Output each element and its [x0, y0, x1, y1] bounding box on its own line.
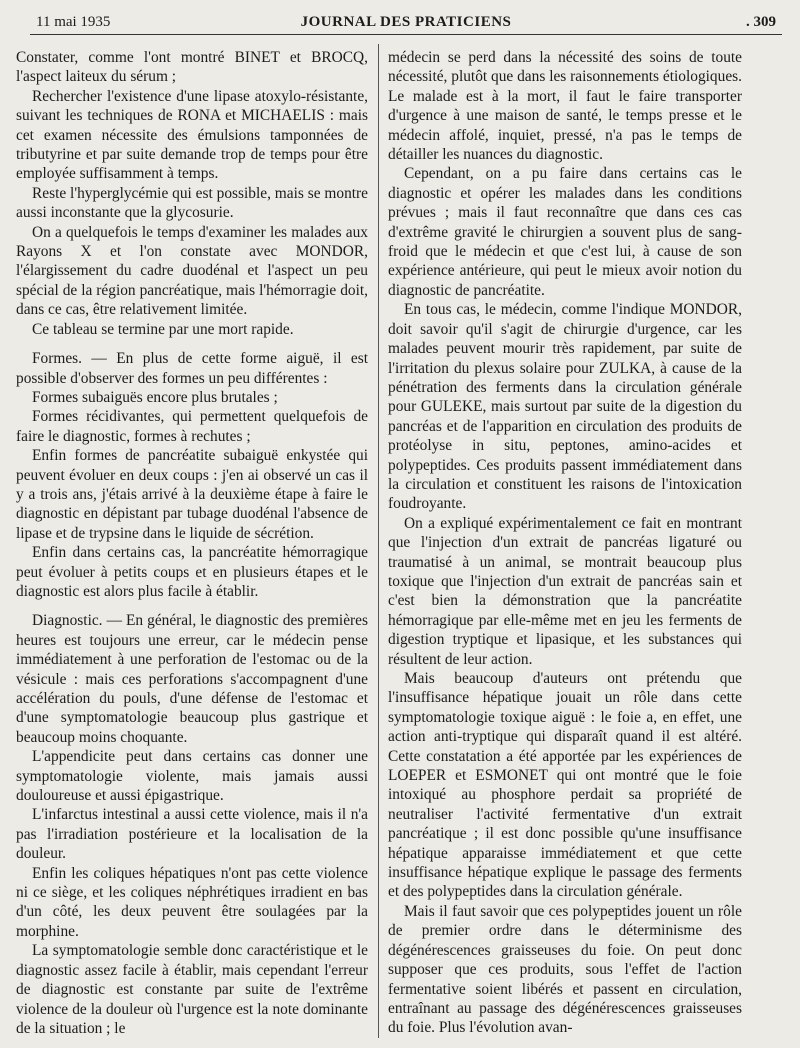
page-header	[30, 10, 782, 35]
journal-title: JOURNAL DES PRATICIENS	[300, 14, 512, 30]
paragraph: L'infarctus intestinal a aussi cette violence, mais il n'a pas l'irradiation postérieure et la localisation de la douleur.	[16, 806, 368, 863]
paragraph: Formes récidivantes, qui permettent quelquefois de faire le diagnostic, formes à rechutes ;	[16, 408, 368, 445]
column-divider	[378, 44, 379, 1038]
paragraph: Enfin dans certains cas, la pancréatite hémorragique peut évoluer à petits coups et en plusieurs étapes et le diagnostic est alors plus facile à établir.	[16, 544, 368, 600]
paragraph: Cependant, on a pu faire dans certains cas le diagnostic et opérer les malades dans les conditions prévues ; mais il faut reconnaître que dans ces cas d'extrême gravité le chirurgien a souvent plus de sang-froid que le médecin et que c'est lui, à cause de son expérience antérieure, qui peut le mieux avoir notion du diagnostic de pancréatite.	[388, 165, 742, 299]
paragraph: Enfin formes de pancréatite subaiguë enkystée qui peuvent évoluer en deux coups : j'en ai observé un cas il y a trois ans, j'étais arrivé à la deuxième étape à faire le diagnostic en dépistant par tubage duodénal l'absence de lipase et de trypsine dans le liquide de sécrétion.	[16, 447, 368, 542]
paragraph: Constater, comme l'ont montré BINET et BROCQ, l'aspect laiteux du sérum ;	[16, 49, 368, 86]
paragraph: Formes. — En plus de cette forme aiguë, il est possible d'observer des formes un peu différentes :	[16, 350, 368, 387]
paragraph: En tous cas, le médecin, comme l'indique MONDOR, doit savoir qu'il s'agit de chirurgie d'urgence, car les malades peuvent mourir très rapidement, par suite de l'irritation du plexus solaire pour ZULKA, à cause de la pénétration des ferments dans la circulation générale pour GULEKE, mais surtout par suite de la digestion du pancréas et de l'apparition en circulation des produits de protéolyse in situ, peptones, amino-acides et polypeptides. Ces produits passent immédiatement dans la circulation et constituent les raisons de l'intoxication foudroyante.	[388, 301, 742, 513]
paragraph: Mais beaucoup d'auteurs ont prétendu que l'insuffisance hépatique jouait un rôle dans cette symptomatologie toxique aiguë : le foie a, en effet, une action anti-tryptique qui disparaît quand il est altéré. Cette constatation a été apportée par les expériences de LOEPER et ESMONET qui ont montré que le foie intoxiqué au phosphore perdait sa propriété de neutraliser l'activité fermentative d'un extrait pancréatique ; il est donc possible qu'une insuffisance hépatique apparaisse immédiatement et que cette insuffisance hépatique explique le passage des ferments et des polypeptides dans la circulation générale.	[388, 670, 742, 901]
paragraph: On a quelquefois le temps d'examiner les malades aux Rayons X et l'on constate avec MONDOR, l'élargissement du cadre duodénal et l'aspect un peu spécial de la région pancréatique, mais l'hémorragie doit, dans ce cas, être relativement limitée.	[16, 223, 368, 319]
paragraph: Ce tableau se termine par une mort rapide.	[32, 320, 294, 338]
paragraph: Enfin les coliques hépatiques n'ont pas cette violence ni ce siège, et les coliques néphrétiques irradient en bas d'un côté, les deux peuvent être soulagées par la morphine.	[16, 864, 368, 940]
paragraph: Rechercher l'existence d'une lipase atoxylo-résistante, suivant les techniques de RONA et MICHAELIS : mais cet examen nécessite des émulsions tamponnées de tributyrine et par suite demande trop de temps pour être employée suffisamment à temps.	[16, 87, 368, 183]
paragraph: On a expliqué expérimentalement ce fait en montrant que l'injection d'un extrait de pancréas ligaturé ou traumatisé à un animal, se montrait beaucoup plus toxique que l'injection d'un extrait de pancréas sain et c'est bien la démonstration que la pancréatite hémorragique par elle-même met en jeu les ferments de digestion tryptique et lipasique, et les substances qui résultent de leur action.	[388, 514, 742, 668]
paragraph: médecin se perd dans la nécessité des soins de toute nécessité, plutôt que dans les raisonnements étiologiques. Le malade est à la mort, il faut le faire transporter d'urgence à une maison de santé, le temps presse et le médecin affolé, inquiet, pressé, n'a pas le temps de détailler les nuances du diagnostic.	[388, 49, 742, 164]
left-column	[16, 48, 368, 1038]
paragraph: Reste l'hyperglycémie qui est possible, mais se montre aussi inconstante que la glycosurie.	[16, 184, 368, 222]
paragraph: Diagnostic. — En général, le diagnostic des premières heures est toujours une erreur, car le médecin pense immédiatement à une perforation de l'estomac ou de la vésicule : mais ces perforations s'accompagnent d'une accélération du pouls, d'une défense de l'estomac et d'une symptomatologie beaucoup plus gastrique et beaucoup moins choquante.	[16, 612, 368, 746]
paragraph: La symptomatologie semble donc caractéristique et le diagnostic assez facile à établir, mais cependant l'erreur de diagnostic est constante par suite de l'extrême violence de la douleur où l'urgence est la note dominante de la situation ; le	[16, 942, 368, 1037]
paragraph: L'appendicite peut dans certains cas donner une symptomatologie violente, mais jamais aussi douloureuse et aussi épigastrique.	[16, 748, 368, 805]
page-number: . 309	[746, 14, 776, 30]
issue-date: 11 mai 1935	[36, 14, 111, 30]
right-column	[388, 48, 742, 1038]
paragraph: Mais il faut savoir que ces polypeptides jouent un rôle de premier ordre dans le déterminisme des dégénérescences graisseuses du foie. On peut donc supposer que ces produits, sous l'effet de l'action fermentative soient libérés et passent en circulation, entraînant au passage des dégénérescences graisseuses du foie. Plus l'évolution avan-	[388, 902, 742, 1037]
paragraph: Formes subaiguës encore plus brutales ;	[32, 388, 278, 406]
